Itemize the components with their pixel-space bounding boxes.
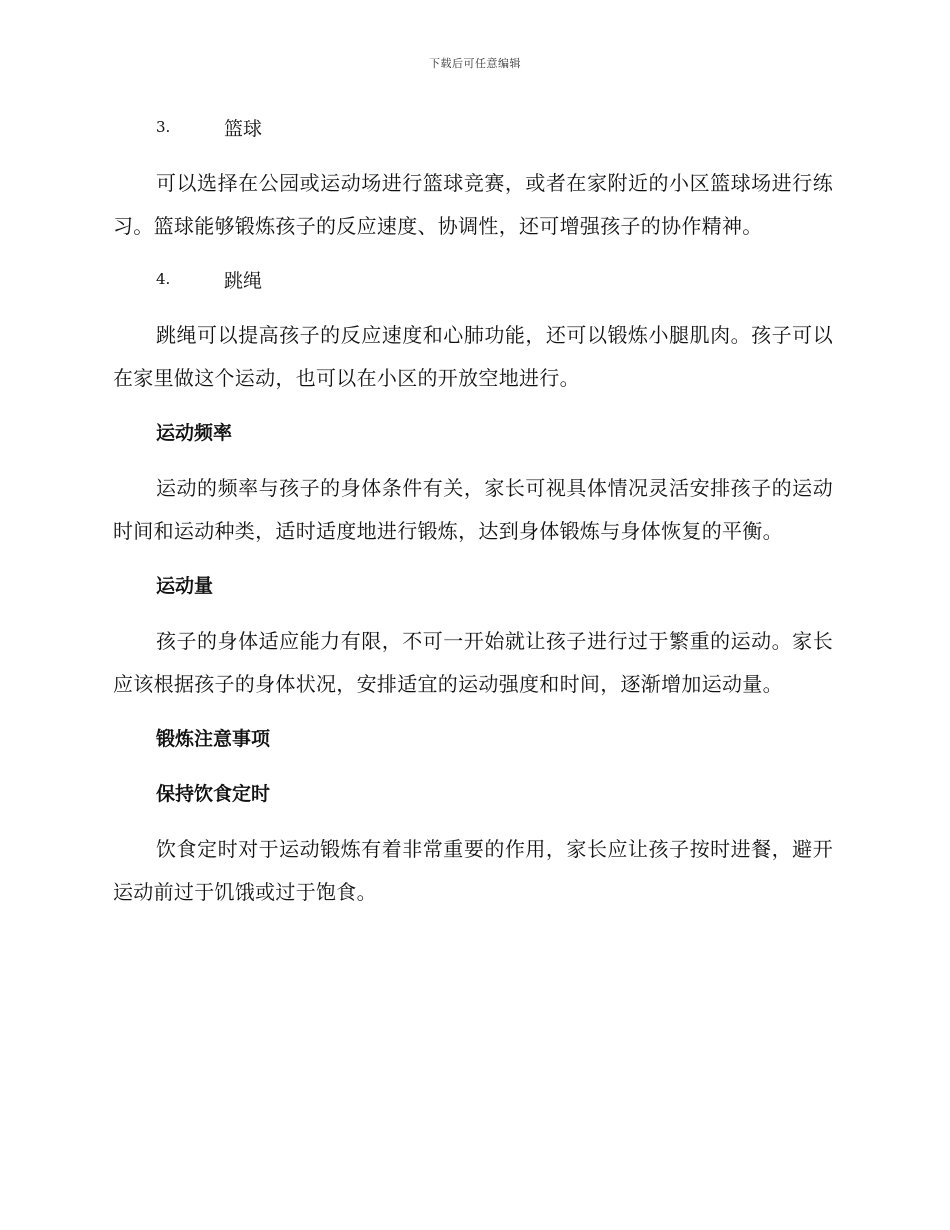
page-header: 下载后可任意编辑 bbox=[429, 57, 521, 70]
paragraph-basketball: 可以选择在公园或运动场进行篮球竞赛，或者在家附近的小区篮球场进行练习。篮球能够锻炼孩子的反应速度、协调性，还可增强孩子的协作精神。 bbox=[113, 171, 833, 238]
paragraph-jumprope: 跳绳可以提高孩子的反应速度和心肺功能，还可以锻炼小腿肌肉。孩子可以在家里做这个运动，也可以在小区的开放空地进行。 bbox=[113, 323, 833, 390]
list-heading-jumprope bbox=[156, 260, 833, 298]
list-number: 4. bbox=[156, 270, 171, 288]
paragraph-diet: 饮食定时对于运动锻炼有着非常重要的作用，家长应让孩子按时进餐，避开运动前过于饥饿或过于饱食。 bbox=[113, 837, 833, 904]
heading-diet: 保持饮食定时 bbox=[156, 783, 271, 805]
paragraph-frequency: 运动的频率与孩子的身体条件有关，家长可视具体情况灵活安排孩子的运动时间和运动种类，适时适度地进行锻炼，达到身体锻炼与身体恢复的平衡。 bbox=[113, 476, 833, 543]
heading-frequency: 运动频率 bbox=[156, 422, 233, 444]
heading-precautions: 锻炼注意事项 bbox=[156, 728, 271, 750]
list-heading-basketball bbox=[156, 108, 833, 146]
list-title: 跳绳 bbox=[224, 269, 263, 292]
list-title: 篮球 bbox=[224, 117, 263, 140]
paragraph-amount: 孩子的身体适应能力有限，不可一开始就让孩子进行过于繁重的运动。家长应该根据孩子的身体状况，安排适宜的运动强度和时间，逐渐增加运动量。 bbox=[113, 629, 833, 696]
list-number: 3. bbox=[156, 118, 171, 136]
document-body bbox=[113, 108, 833, 926]
heading-amount: 运动量 bbox=[156, 575, 214, 597]
